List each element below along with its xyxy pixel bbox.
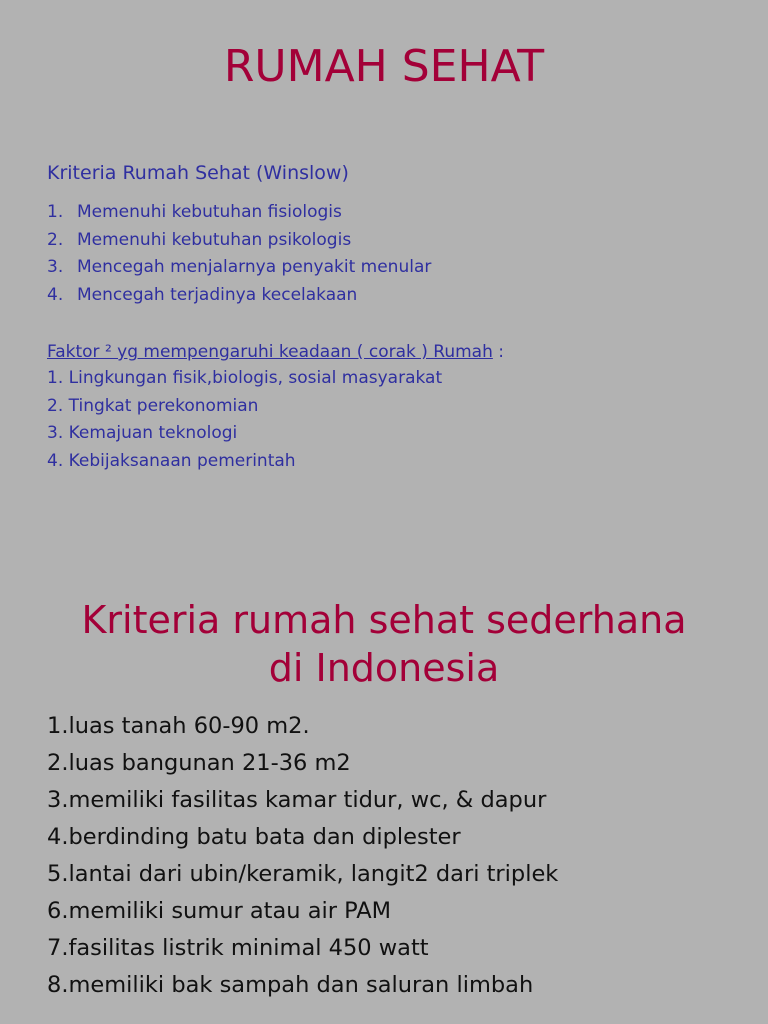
list-item: 3. Mencegah menjalarnya penyakit menular [47,257,432,277]
list-item: 4. Mencegah terjadinya kecelakaan [47,284,358,305]
factors-heading [47,339,504,365]
list-item: 2.luas bangunan 21-36 m2 [47,750,351,776]
list-item: 3. Kemajuan teknologi [47,423,238,443]
indonesia-criteria-list [47,708,558,1004]
list-item: 6.memiliki sumur atau air PAM [47,898,392,924]
list-item: 4. Kebijaksanaan pemerintah [47,450,296,471]
slide-title: RUMAH SEHAT [223,41,545,92]
criteria-subtitle: Kriteria Rumah Sehat (Winslow) [47,162,349,184]
list-item: 1. Memenuhi kebutuhan fisiologis [47,202,342,222]
list-item: 3.memiliki fasilitas kamar tidur, wc, & dapur [47,787,547,813]
slide-title-line-2: di Indonesia [268,646,500,690]
winslow-criteria-list [47,199,431,309]
list-item: 4.berdinding batu bata dan diplester [47,824,461,850]
factors-heading-link[interactable]: Faktor ² yg mempengaruhi keadaan ( corak ) Rumah [47,342,493,362]
list-item: 1. Lingkungan fisik,biologis, sosial masyarakat [47,368,443,388]
slide-kriteria-indonesia [0,512,768,1024]
slide-title [0,596,768,692]
list-item: 8.memiliki bak sampah dan saluran limbah [47,972,534,998]
factors-list [47,365,442,475]
list-item: 2. Memenuhi kebutuhan psikologis [47,229,352,250]
slide-title-line-1: Kriteria rumah sehat sederhana [81,598,687,642]
list-item: 7.fasilitas listrik minimal 450 watt [47,935,429,961]
factors-heading-colon: : [492,342,505,362]
list-item: 2. Tingkat perekonomian [47,395,259,416]
list-item: 5.lantai dari ubin/keramik, langit2 dari triplek [47,861,559,887]
list-item: 1.luas tanah 60-90 m2. [47,713,310,739]
